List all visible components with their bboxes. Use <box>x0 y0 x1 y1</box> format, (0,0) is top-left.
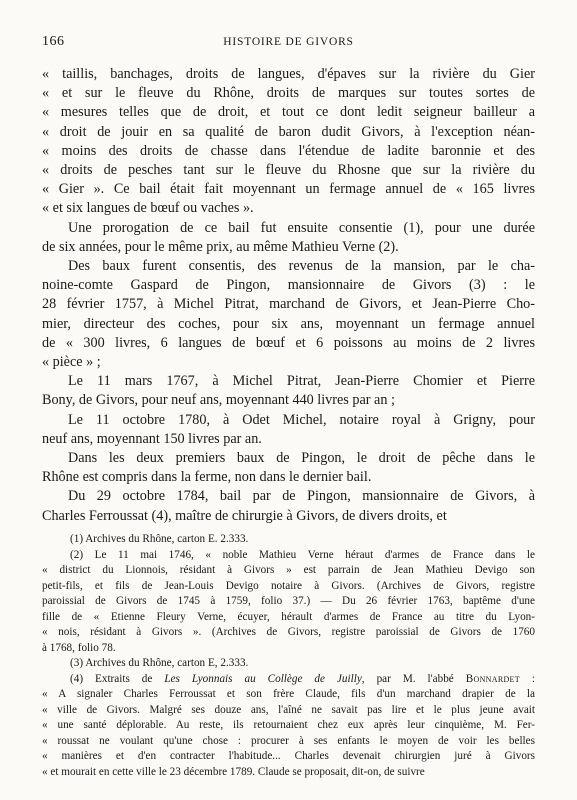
body-line: « et six langues de bœuf ou vaches ». <box>42 200 254 217</box>
footnote-line: « nois, résidant à Givors ». (Archives de Givors, registre paroissial de Givors de 1760 <box>42 626 535 638</box>
footnotes <box>42 532 535 780</box>
body-line: Le 11 octobre 1780, à Odet Michel, notaire royal à Grigny, pour <box>68 411 535 428</box>
page-number: 166 <box>42 34 65 49</box>
body-line: « mesures telles que de droit, et tout ce dont ledit seigneur bailleur a <box>42 104 535 121</box>
footnote-line: « ville de Givors. Malgré ses douze ans, l'aîné ne savait pas lire et le plus jeune avait <box>42 703 535 716</box>
body-line: de six années, pour le même prix, au même Mathieu Verne (2). <box>42 238 399 255</box>
body-line: Du 29 octobre 1784, bail par de Pingon, mansionnaire de Givors, à <box>68 488 535 505</box>
running-title: HISTOIRE DE GIVORS <box>223 36 354 48</box>
body-line: Rhône est compris dans la ferme, non dans le dernier bail. <box>42 469 372 486</box>
author-name: Bonnardet <box>465 672 520 685</box>
body-line: neuf ans, moyennant 150 livres par an. <box>42 430 262 447</box>
body-line: Bony, de Givors, pour neuf ans, moyennant 440 livres par an ; <box>42 392 395 409</box>
footnote-line: (2) Le 11 mai 1746, « noble Mathieu Verne héraut d'armes de France dans le <box>70 548 535 561</box>
footnote-line: « A signaler Charles Ferroussat et son frère Claude, fils d'un marchand drapier de la <box>42 688 535 700</box>
book-title: Les Lyonnais au Collège de Juilly <box>164 672 362 685</box>
footnote-line: à 1768, folio 78. <box>42 641 116 654</box>
body-line: « Gier ». Ce bail était fait moyennant un fermage annuel de « 165 livres <box>42 181 535 198</box>
body-line: « et sur le fleuve du Rhône, droits de marques sur toutes sortes de <box>42 85 535 102</box>
footnote-line: (3) Archives du Rhône, carton E, 2.333. <box>70 657 249 669</box>
body-line: « droit de jouir en sa qualité de baron dudit Givors, à l'exception néan- <box>42 123 535 140</box>
body-line: mier, directeur des coches, pour six ans, moyennant un fermage annuel <box>42 315 535 332</box>
body-line: « pièce » ; <box>42 354 101 371</box>
footnote-line: « et mourait en cette ville le 23 décembre 1789. Claude se proposait, dit-on, de suivre <box>42 765 425 778</box>
body-line: Une prorogation de ce bail fut ensuite consentie (1), pour une durée <box>68 219 535 236</box>
body-text <box>42 65 535 526</box>
footnote-line: « district du Lionnois, résidant à Givors » est parrain de Jean Mathieu Devigo son <box>42 564 535 576</box>
footnote-line: petit-fils, et fils de Jean-Louis Devigo notaire à Givors. (Archives de Givors, registre <box>42 579 535 592</box>
footnote-line: (1) Archives du Rhône, carton E. 2.333. <box>70 533 249 545</box>
body-line: Dans les deux premiers baux de Pingon, le droit de pêche dans le <box>68 450 535 467</box>
footnote-line: « une santé déplorable. Au reste, ils retournaient chez eux après leur cinquième, M. Fer- <box>42 719 535 731</box>
body-line: Charles Ferroussat (4), maître de chirurgie à Givors, de divers droits, et <box>42 507 447 524</box>
footnote-text: : <box>519 672 535 685</box>
page-header <box>42 34 535 54</box>
body-line: Des baux furent consentis, des revenus de la mansion, par le cha- <box>68 258 535 275</box>
footnote-line: fille de « Etienne Fleury Verne, écuyer, hérault d'armes de France au titre du Lyon- <box>42 610 535 623</box>
footnote-line: paroissial de Givors de 1745 à 1759, folio 37.) — Du 26 février 1763, baptême d'une <box>42 595 535 607</box>
body-line: « droits de pesches tant sur le fleuve du Rhosne que sur la rivière du <box>42 162 535 179</box>
body-line: « taillis, banchages, droits de langues, d'épaves sur la rivière du Gier <box>42 66 535 82</box>
body-line: 28 février 1757, à Michel Pitrat, marchand de Givors, et Jean-Pierre Cho- <box>42 296 535 313</box>
footnote-line: « manières et d'en contracter l'habitude... Charles devenait chirurgien juré à Givors <box>42 750 535 762</box>
footnote-line <box>42 672 535 688</box>
body-line: noine-comte Gaspard de Pingon, mansionnaire de Givors (3) : le <box>42 277 535 294</box>
footnote-text: (4) Extraits de <box>70 672 165 685</box>
body-line: de « 300 livres, 6 langues de bœuf et 6 poissons au moins de 2 livres <box>42 334 535 351</box>
body-line: Le 11 mars 1767, à Michel Pitrat, Jean-Pierre Chomier et Pierre <box>68 373 535 390</box>
footnote-text: , par M. l'abbé <box>361 672 466 685</box>
footnote-line: « roussat ne voulant qu'une chose : procurer à ses enfants le moyen de voir les belles <box>42 734 535 747</box>
body-line: « moins des droits de chasse dans l'étendue de ladite baronnie et des <box>42 142 535 159</box>
